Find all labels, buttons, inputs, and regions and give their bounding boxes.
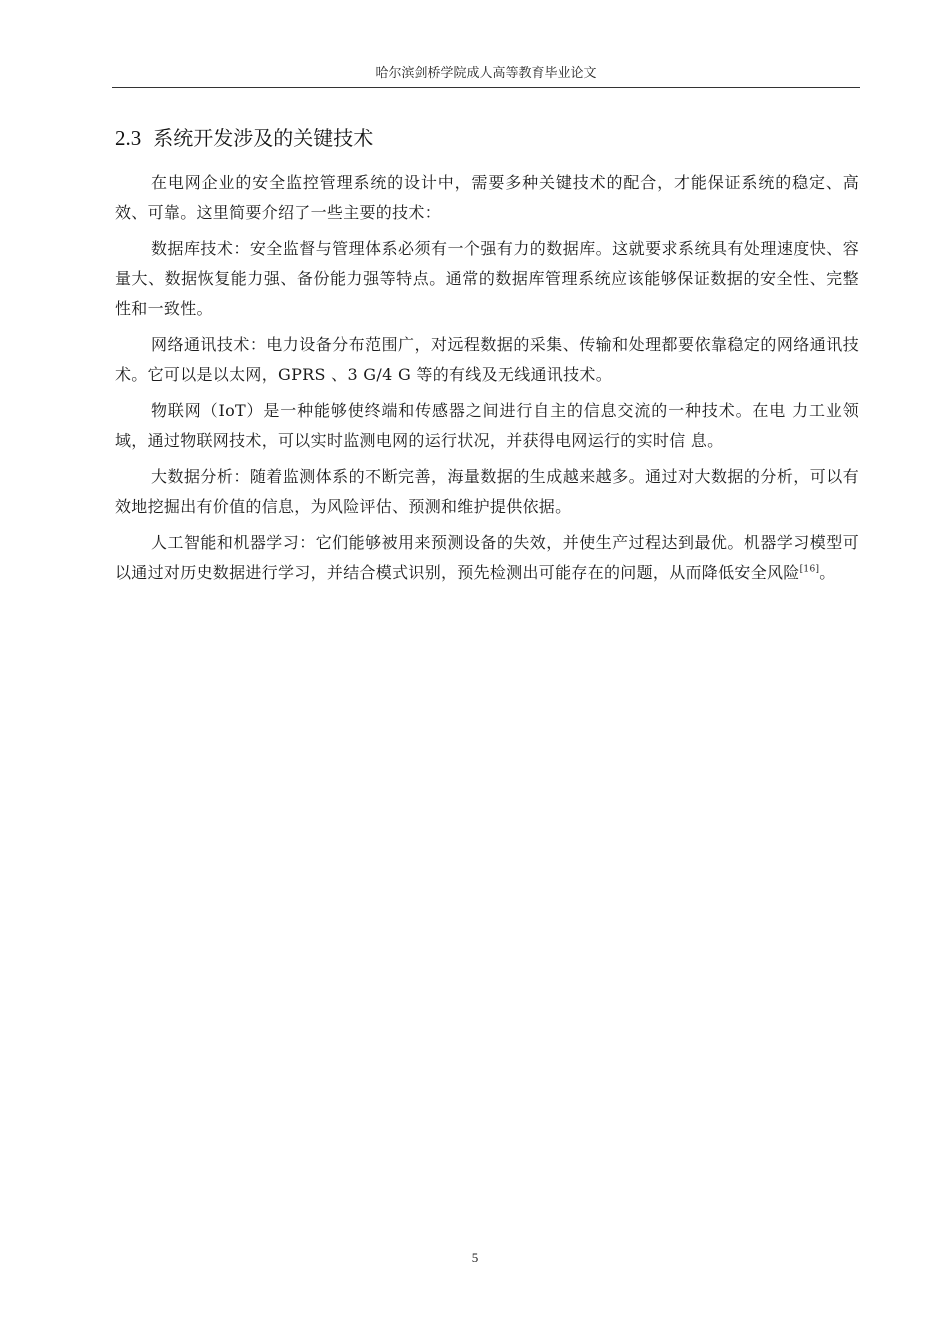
section-number: 2.3 bbox=[115, 126, 142, 150]
paragraph-network: 网络通讯技术：电力设备分布范围广，对远程数据的采集、传输和处理都要依靠稳定的网络通讯技术。它可以是以太网，GPRS 、3 G/4 G 等的有线及无线通讯技术。 bbox=[115, 335, 859, 384]
running-header: 哈尔滨剑桥学院成人高等教育毕业论文 bbox=[375, 66, 597, 81]
paragraph-ai-text: 人工智能和机器学习：它们能够被用来预测设备的失效，并使生产过程达到最优。机器学习模型可以通过对历史数据进行学习，并结合模式识别，预先检测出可能存在的问题，从而降低安全风险 bbox=[115, 533, 859, 582]
body-text bbox=[115, 168, 859, 594]
page-number: 5 bbox=[471, 1250, 479, 1265]
header-divider bbox=[112, 87, 860, 88]
paragraph-ai-end: 。 bbox=[819, 563, 836, 582]
paragraph-database: 数据库技术：安全监督与管理体系必须有一个强有力的数据库。这就要求系统具有处理速度快、容量大、数据恢复能力强、备份能力强等特点。通常的数据库管理系统应该能够保证数据的安全性、完整性和一致性。 bbox=[115, 239, 859, 318]
paragraph-big-data: 大数据分析：随着监测体系的不断完善，海量数据的生成越来越多。通过对大数据的分析，可以有效地挖掘出有价值的信息，为风险评估、预测和维护提供依据。 bbox=[115, 467, 859, 516]
paragraph-ai bbox=[115, 528, 859, 588]
section-heading bbox=[115, 124, 373, 152]
section-title: 系统开发涉及的关键技术 bbox=[153, 126, 374, 150]
citation-ref: [16] bbox=[799, 564, 820, 575]
paragraph-intro: 在电网企业的安全监控管理系统的设计中，需要多种关键技术的配合，才能保证系统的稳定、高效、可靠。这里简要介绍了一些主要的技术： bbox=[115, 173, 859, 222]
paragraph-iot: 物联网（IoT）是一种能够使终端和传感器之间进行自主的信息交流的一种技术。在电 力工业领域，通过物联网技术，可以实时监测电网的运行状况，并获得电网运行的实时信 息。 bbox=[115, 401, 859, 450]
